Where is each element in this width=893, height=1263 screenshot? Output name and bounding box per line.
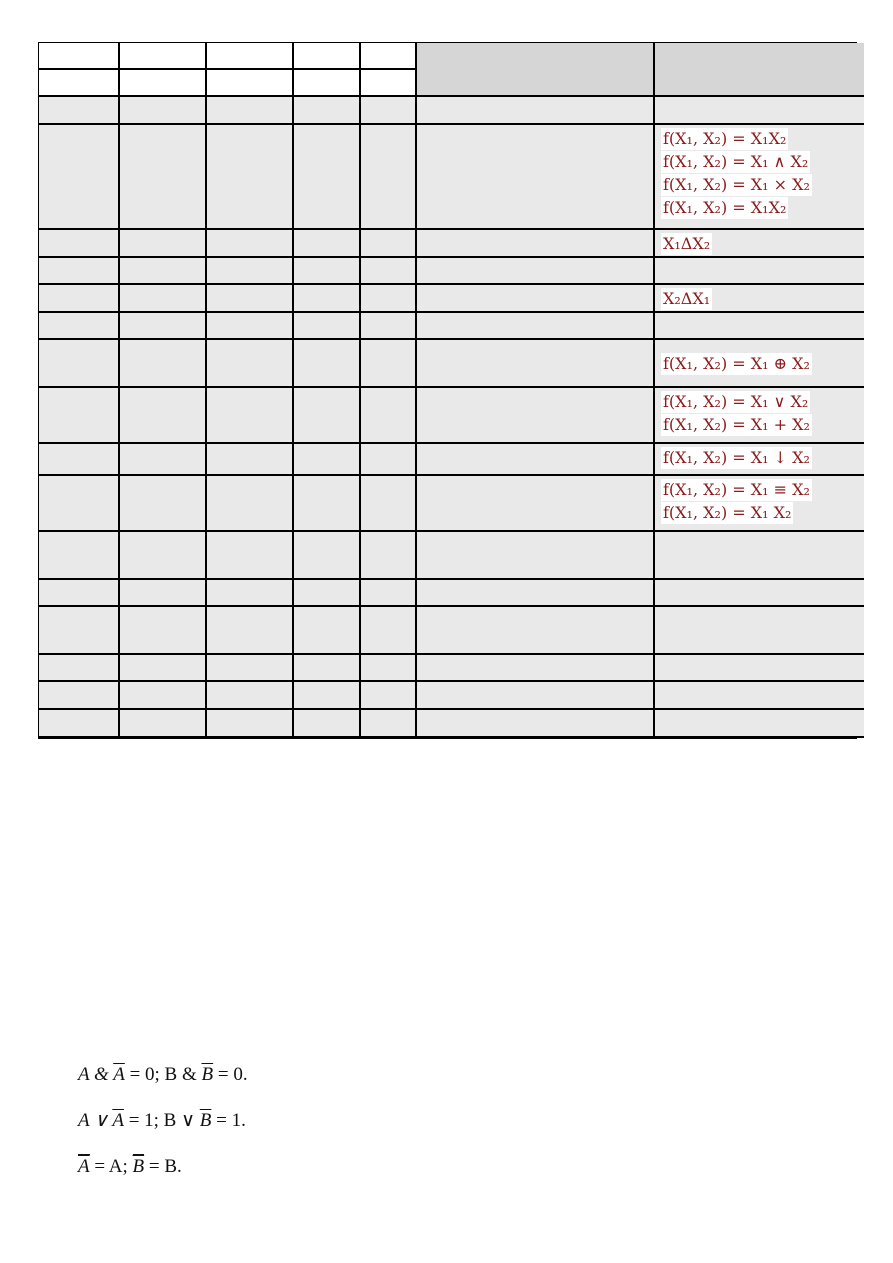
table-cell [655, 607, 864, 655]
table-cell [417, 313, 653, 340]
table-cell [417, 580, 653, 607]
identity-or-complement: A ∨ $\overline{A} = 1$; B ∨ $\overline{B} = 1$. [78, 1110, 246, 1131]
table-cell [39, 230, 118, 258]
table-cell [417, 710, 653, 738]
table-cell [417, 607, 653, 655]
formula-cell [655, 388, 864, 444]
table-cell [417, 655, 653, 682]
table-cell [294, 285, 359, 313]
table-cell [39, 607, 118, 655]
table-cell [294, 258, 359, 285]
table-cell [417, 682, 653, 710]
formula-cell [655, 285, 864, 313]
table-cell [294, 580, 359, 607]
formula-cell [655, 444, 864, 476]
table-cell [207, 313, 292, 340]
table-cell [39, 340, 118, 388]
table-cell [655, 97, 864, 125]
table-cell [120, 43, 205, 70]
identity-and-complement: A & $\overline{A} = 0$; B & $\overline{B} = 0$. [78, 1064, 248, 1085]
table-cell [207, 70, 292, 97]
formula-text: f(X₁, X₂) = X₁ X₂ [663, 503, 792, 522]
table-cell [39, 444, 118, 476]
table-cell [417, 444, 653, 476]
table-cell [655, 580, 864, 607]
table-cell [39, 125, 118, 230]
table-cell [207, 476, 292, 532]
table-cell [294, 97, 359, 125]
table-cell [120, 340, 205, 388]
table-cell [39, 710, 118, 738]
table-cell [294, 388, 359, 444]
table-cell [361, 476, 415, 532]
table-cell [207, 607, 292, 655]
formula-text: f(X₁, X₂) = X₁X₂ [663, 198, 787, 217]
table-cell [39, 258, 118, 285]
table-cell [120, 476, 205, 532]
table-cell [207, 258, 292, 285]
table-cell [207, 580, 292, 607]
table-cell [294, 607, 359, 655]
table-cell [655, 313, 864, 340]
table-cell [361, 532, 415, 580]
formula-text: f(X₁, X₂) = X₁ ↓ X₂ [663, 448, 810, 467]
table-cell [120, 285, 205, 313]
formula-text: f(X₁, X₂) = X₁ + X₂ [663, 415, 810, 434]
table-grid [39, 43, 856, 738]
table-cell [361, 97, 415, 125]
table-cell [39, 655, 118, 682]
table-cell [294, 655, 359, 682]
formula-text: f(X₁, X₂) = X₁ × X₂ [663, 175, 810, 194]
formula-cell [655, 476, 864, 532]
table-cell [120, 125, 205, 230]
table-cell [39, 97, 118, 125]
table-cell [120, 655, 205, 682]
table-cell [207, 285, 292, 313]
table-cell [120, 313, 205, 340]
table-cell [207, 655, 292, 682]
identity-double-negation: $\overline{A} = A$; $\overline{B} = B$. [78, 1156, 182, 1177]
table-cell [207, 444, 292, 476]
formula-cell [655, 340, 864, 388]
table-cell [294, 70, 359, 97]
table-cell [361, 258, 415, 285]
table-cell [207, 125, 292, 230]
table-cell [361, 313, 415, 340]
table-cell [361, 710, 415, 738]
table-cell [39, 313, 118, 340]
table-cell [361, 285, 415, 313]
table-cell [120, 580, 205, 607]
table-cell [361, 655, 415, 682]
table-cell [39, 682, 118, 710]
table-cell [120, 70, 205, 97]
table-cell [655, 710, 864, 738]
table-cell [361, 682, 415, 710]
table-cell [417, 97, 653, 125]
table-cell [120, 607, 205, 655]
formula-text: f(X₁, X₂) = X₁ ∧ X₂ [663, 152, 809, 171]
table-cell [39, 580, 118, 607]
table-cell [417, 230, 653, 258]
table-cell [294, 444, 359, 476]
table-cell [294, 710, 359, 738]
formula-text: f(X₁, X₂) = X₁ ⊕ X₂ [663, 353, 810, 373]
table-cell [417, 340, 653, 388]
table-cell [120, 97, 205, 125]
table-cell [207, 388, 292, 444]
table-cell [361, 607, 415, 655]
formula-text: X₂ΔX₁ [663, 289, 711, 308]
table-cell [417, 258, 653, 285]
table-cell [361, 43, 415, 70]
header-formula-cell [655, 43, 864, 97]
table-cell [361, 230, 415, 258]
table-cell [294, 340, 359, 388]
table-cell [361, 444, 415, 476]
table-cell [120, 710, 205, 738]
table-cell [39, 70, 118, 97]
table-cell [294, 230, 359, 258]
table-cell [417, 476, 653, 532]
header-name-cell [417, 43, 653, 97]
table-cell [361, 125, 415, 230]
table-cell [361, 340, 415, 388]
table-cell [120, 444, 205, 476]
table-cell [361, 70, 415, 97]
table-cell [417, 285, 653, 313]
table-cell [120, 532, 205, 580]
table-cell [39, 388, 118, 444]
table-cell [207, 710, 292, 738]
table-cell [39, 476, 118, 532]
table-cell [207, 230, 292, 258]
table-cell [294, 532, 359, 580]
table-cell [294, 682, 359, 710]
truth-table [38, 42, 857, 739]
table-cell [417, 125, 653, 230]
table-cell [294, 43, 359, 70]
formula-cell [655, 125, 864, 230]
table-cell [39, 285, 118, 313]
formula-text: X₁ΔX₂ [663, 234, 711, 253]
table-cell [120, 388, 205, 444]
table-cell [655, 655, 864, 682]
table-cell [655, 682, 864, 710]
table-cell [120, 230, 205, 258]
table-cell [120, 682, 205, 710]
table-cell [294, 125, 359, 230]
table-cell [207, 97, 292, 125]
table-cell [417, 532, 653, 580]
table-cell [39, 532, 118, 580]
table-cell [655, 532, 864, 580]
table-cell [655, 258, 864, 285]
table-cell [361, 388, 415, 444]
table-cell [207, 532, 292, 580]
table-cell [207, 682, 292, 710]
table-cell [361, 580, 415, 607]
formula-text: f(X₁, X₂) = X₁ ≡ X₂ [663, 480, 810, 499]
formula-text: f(X₁, X₂) = X₁X₂ [663, 129, 787, 148]
table-cell [207, 340, 292, 388]
formula-cell [655, 230, 864, 258]
table-cell [294, 313, 359, 340]
table-cell [294, 476, 359, 532]
table-cell [207, 43, 292, 70]
table-cell [120, 258, 205, 285]
table-cell [417, 388, 653, 444]
formula-text: f(X₁, X₂) = X₁ ∨ X₂ [663, 392, 809, 411]
boolean-identities [78, 1052, 248, 1190]
table-cell [39, 43, 118, 70]
